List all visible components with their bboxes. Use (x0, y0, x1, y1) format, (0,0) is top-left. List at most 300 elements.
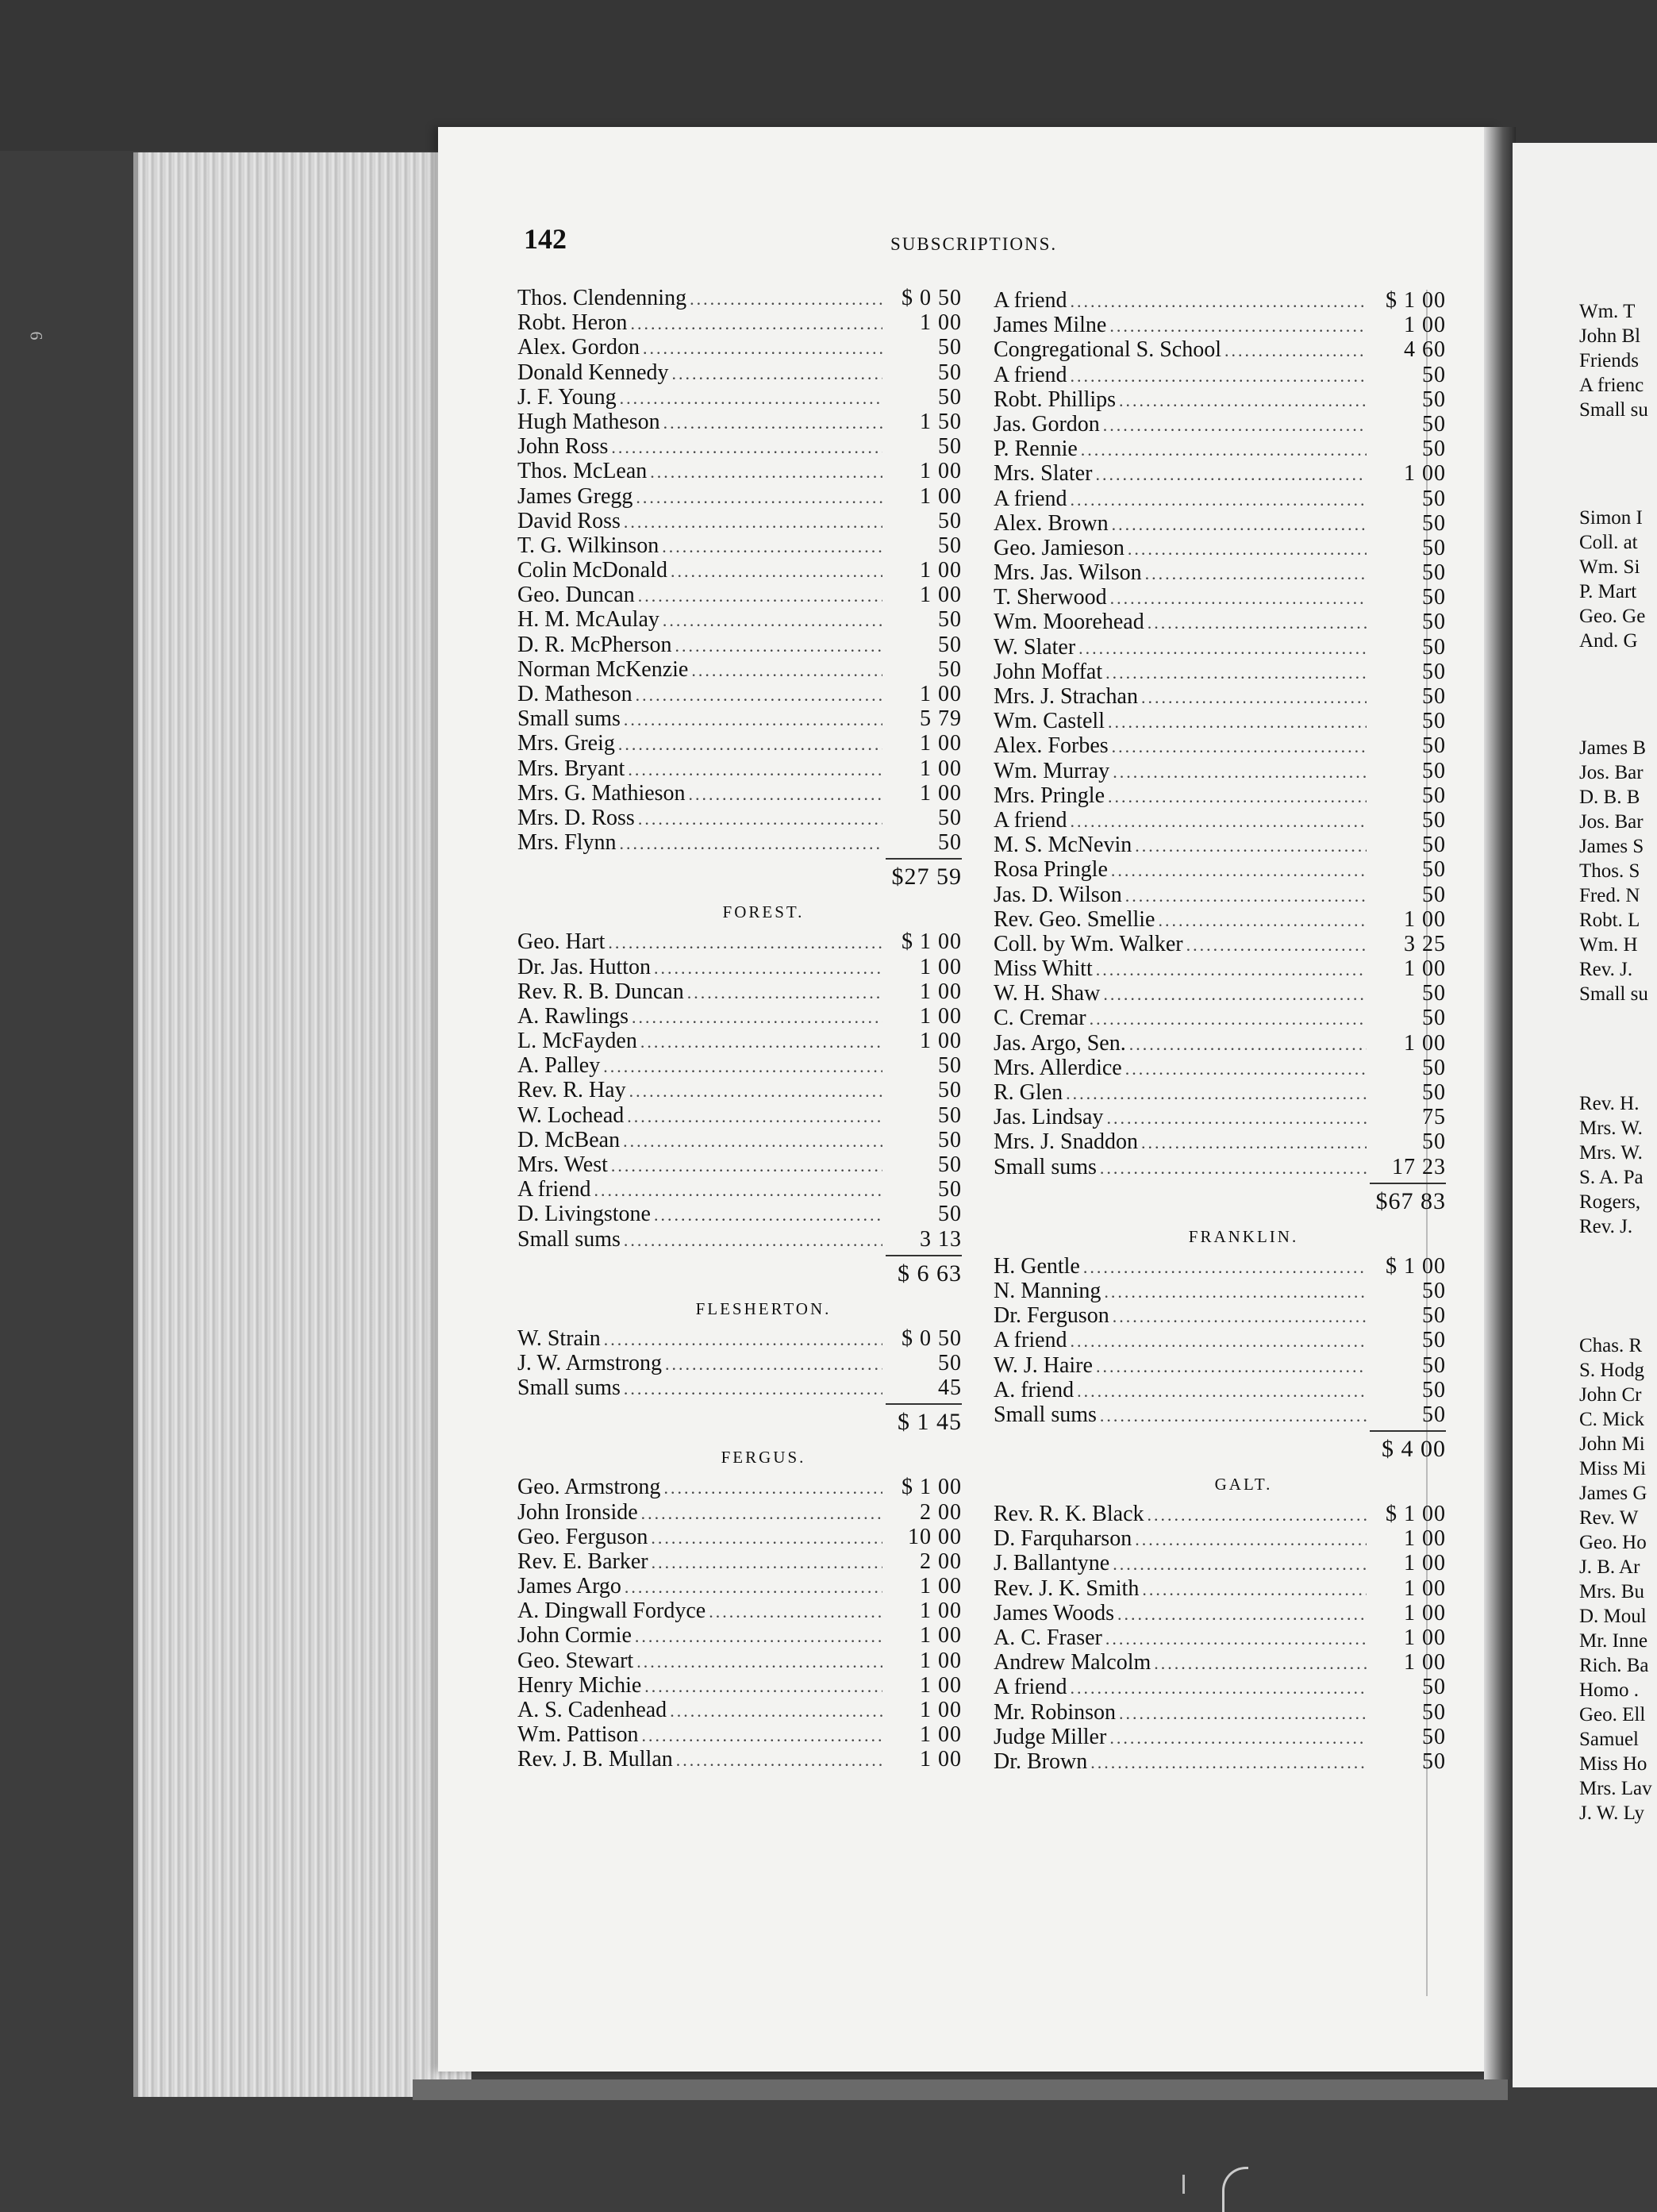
subscription-entry (994, 833, 1446, 857)
subscriber-name: A friend (994, 1675, 1067, 1700)
facing-page-line: Rogers, (1579, 1191, 1641, 1213)
subscriber-name: Alex. Gordon (517, 335, 640, 360)
leader-dots (608, 930, 882, 954)
subscription-amount: 50 (1422, 1006, 1446, 1031)
subscription-amount: 50 (1422, 535, 1446, 560)
facing-page-line: Wm. H (1579, 934, 1638, 956)
subscriber-name: A. Palley (517, 1053, 601, 1079)
subscription-amount: 50 (1422, 1724, 1446, 1749)
leader-dots (1112, 734, 1367, 758)
subscriber-name: T. G. Wilkinson (517, 533, 659, 558)
facing-page-line: Jos. Bar (1579, 811, 1644, 833)
subscriber-name: Jas. Argo, Sen. (994, 1030, 1126, 1056)
facing-page-line: Geo. Ge (1579, 606, 1646, 627)
subscription-amount: 1 00 (920, 1672, 962, 1698)
subscription-amount: 1 00 (1404, 1600, 1446, 1625)
facing-page-line: S. Hodg (1579, 1360, 1644, 1381)
subscription-amount: 50 (1422, 387, 1446, 412)
leader-dots (1142, 1577, 1367, 1601)
subscriber-name: James Milne (994, 313, 1107, 338)
subscription-entry (994, 1353, 1446, 1378)
leader-dots (689, 782, 882, 806)
subscriber-name: Robt. Phillips (994, 387, 1117, 412)
subscriber-name: A. friend (994, 1377, 1075, 1402)
section-heading-franklin: FRANKLIN. (1188, 1226, 1299, 1246)
subscriber-name: Dr. Brown (994, 1748, 1088, 1774)
leader-dots (663, 410, 882, 434)
subscription-entry (517, 385, 962, 410)
facing-page-line: Jos. Bar (1579, 762, 1644, 783)
subscriber-name: Rev. J. B. Mullan (517, 1747, 673, 1772)
facing-page-line: Rev. J. (1579, 959, 1633, 980)
subscription-entry (517, 484, 962, 509)
subscription-amount: 1 00 (920, 1003, 962, 1029)
subscriber-name: D. McBean (517, 1127, 621, 1152)
facing-group-5 (1579, 1333, 1652, 1825)
opening-list (517, 286, 962, 855)
leader-dots (1096, 957, 1367, 981)
subscription-entry (994, 1502, 1446, 1526)
leader-dots (676, 1748, 882, 1772)
leader-dots (1145, 561, 1367, 585)
opening-total: $27 59 (517, 855, 962, 894)
subscriber-name: Geo. Jamieson (994, 535, 1125, 560)
subscription-entry (994, 1576, 1446, 1601)
subscriber-name: W. J. Haire (994, 1352, 1093, 1378)
subscription-entry (994, 1725, 1446, 1749)
leader-dots (624, 1376, 882, 1400)
subscription-entry (517, 731, 962, 756)
subscriber-name: H. Gentle (994, 1253, 1080, 1279)
subscriber-name: Miss Whitt (994, 956, 1093, 982)
facing-page-line: J. B. Ar (1579, 1556, 1640, 1578)
subscriber-name: T. Sherwood (994, 585, 1107, 610)
subscriber-name: Small sums (517, 1375, 621, 1401)
leader-dots (636, 485, 882, 509)
facing-page-line: John Mi (1579, 1433, 1645, 1455)
leader-dots (709, 1599, 882, 1623)
subscription-amount: 50 (938, 1053, 962, 1079)
subscription-entry (994, 610, 1446, 634)
subscription-amount: 1 00 (920, 756, 962, 781)
leader-dots (618, 732, 882, 756)
continued-list (994, 288, 1446, 1179)
subscriber-name: J. Ballantyne (994, 1551, 1110, 1576)
subscription-amount: 45 (938, 1375, 962, 1401)
leader-dots (1112, 512, 1367, 536)
leader-dots (1148, 1502, 1367, 1526)
subscription-amount: 1 00 (920, 483, 962, 509)
subscription-entry (994, 1080, 1446, 1105)
leader-dots (1141, 685, 1367, 709)
leader-dots (643, 336, 882, 360)
subscription-entry (517, 830, 962, 855)
subscription-amount: $ 1 00 (902, 929, 962, 955)
subscription-entry (994, 487, 1446, 511)
subscription-amount: 50 (938, 508, 962, 533)
subscriber-name: Mrs. Slater (994, 461, 1093, 487)
leader-dots (1119, 1701, 1367, 1725)
subscription-amount: 50 (938, 335, 962, 360)
subscription-entry (517, 1598, 962, 1623)
facing-page-line: C. Mick (1579, 1409, 1644, 1430)
subscription-amount: 50 (1422, 733, 1446, 759)
subscription-entry (994, 1254, 1446, 1279)
subscription-entry (994, 1402, 1446, 1427)
subscriber-name: Mrs. D. Ross (517, 805, 635, 830)
leader-dots (1066, 1081, 1367, 1105)
subscription-amount: 50 (1422, 783, 1446, 808)
subscription-entry (994, 1551, 1446, 1575)
subscriber-name: Rev. R. Hay (517, 1078, 626, 1103)
leader-dots (636, 1649, 882, 1673)
subscription-entry (994, 560, 1446, 585)
leader-dots (624, 510, 882, 533)
facing-page-line: James S (1579, 836, 1644, 857)
subscriber-name: Mrs. Allerdice (994, 1055, 1122, 1080)
leader-dots (640, 1029, 882, 1053)
leader-dots (650, 460, 882, 483)
subscription-entry (517, 459, 962, 483)
subscription-amount: 1 00 (1404, 956, 1446, 982)
subscription-amount: 1 00 (920, 459, 962, 484)
facing-group-4 (1579, 1091, 1644, 1239)
subscriber-name: James Woods (994, 1600, 1115, 1625)
subscription-entry (994, 684, 1446, 709)
facing-page-line: Homo . (1579, 1679, 1639, 1701)
subscription-amount: 50 (1422, 1278, 1446, 1303)
subscriber-name: Rev. R. B. Duncan (517, 979, 684, 1004)
subscription-entry (994, 1105, 1446, 1129)
subscription-amount: 50 (1422, 411, 1446, 437)
subscriber-name: D. R. McPherson (517, 632, 672, 657)
facing-page-line: Coll. at (1579, 532, 1638, 553)
fergus-list (517, 1475, 962, 1772)
subscription-entry (517, 1525, 962, 1549)
leader-dots (641, 1723, 882, 1747)
subscription-amount: 50 (938, 1127, 962, 1152)
subscriber-name: D. Farquharson (994, 1526, 1132, 1552)
subscriber-name: Rosa Pringle (994, 857, 1108, 883)
subscriber-name: Jas. Lindsay (994, 1105, 1104, 1130)
subscription-amount: 50 (1422, 585, 1446, 610)
subscription-entry (994, 585, 1446, 610)
subscription-entry (517, 1078, 962, 1102)
subscription-amount: 1 00 (1404, 1551, 1446, 1576)
subscriber-name: D. Livingstone (517, 1202, 651, 1227)
subscriber-name: Rev. R. K. Black (994, 1502, 1144, 1527)
subscription-amount: 50 (938, 1152, 962, 1177)
subscriber-name: Mrs. J. Strachan (994, 684, 1138, 709)
subscription-entry (994, 1031, 1446, 1056)
leader-dots (654, 1202, 882, 1226)
forest-total: $ 6 63 (517, 1252, 962, 1291)
subscription-entry (994, 1749, 1446, 1774)
subscription-entry (994, 808, 1446, 833)
subscription-entry (994, 313, 1446, 337)
subscriber-name: Wm. Castell (994, 709, 1105, 734)
book-gutter (1484, 127, 1516, 2079)
subscription-entry (994, 1700, 1446, 1725)
subscriber-name: Colin McDonald (517, 558, 667, 583)
subscription-amount: 50 (1422, 857, 1446, 883)
facing-page-line: Miss Mi (1579, 1458, 1647, 1479)
right-column (994, 288, 1446, 1774)
subscriber-name: Geo. Duncan (517, 583, 635, 608)
leader-dots (1071, 1675, 1367, 1699)
subscription-entry (994, 437, 1446, 461)
leader-dots (1113, 1552, 1367, 1575)
leader-dots (1125, 1056, 1367, 1080)
subscriber-name: Rev. E. Barker (517, 1548, 648, 1574)
subscription-entry (517, 1747, 962, 1772)
subscription-amount: 50 (1422, 659, 1446, 684)
leader-dots (1109, 314, 1367, 337)
subscriber-name: A. Dingwall Fordyce (517, 1598, 706, 1624)
leader-dots (1108, 710, 1367, 733)
leader-dots (1148, 610, 1367, 634)
subscription-amount: 50 (1422, 1377, 1446, 1402)
facing-page-line: Wm. T (1579, 301, 1636, 322)
leader-dots (1117, 1602, 1367, 1625)
subscriber-name: Dr. Jas. Hutton (517, 954, 651, 979)
subscription-entry (517, 1623, 962, 1648)
facing-page-line: Geo. Ell (1579, 1704, 1646, 1725)
facing-page-line: P. Mart (1579, 581, 1637, 602)
subscription-amount: 1 00 (920, 1722, 962, 1748)
subscription-entry (994, 1279, 1446, 1303)
subscriber-name: M. S. McNevin (994, 833, 1132, 858)
leader-dots (604, 1327, 882, 1351)
leader-dots (662, 534, 882, 558)
subscription-entry (994, 412, 1446, 437)
subscription-entry (994, 288, 1446, 313)
subscription-entry (517, 509, 962, 533)
facing-page-line: Mrs. W. (1579, 1142, 1643, 1164)
leader-dots (1103, 982, 1367, 1006)
facing-page-line: Samuel (1579, 1729, 1639, 1750)
subscriber-name: James Argo (517, 1574, 621, 1599)
subscription-amount: 1 00 (1404, 1650, 1446, 1675)
subscription-amount: $ 0 50 (902, 286, 962, 310)
subscription-amount: 50 (938, 1078, 962, 1103)
subscriber-name: Robt. Heron (517, 310, 628, 336)
subscription-amount: 3 13 (920, 1226, 962, 1252)
subscriber-name: Mrs. Greig (517, 731, 615, 756)
leader-dots (663, 608, 882, 632)
subscription-amount: 1 00 (920, 780, 962, 806)
leader-dots (691, 658, 882, 682)
leader-dots (629, 1079, 882, 1102)
facing-group-1 (1579, 299, 1648, 422)
subscriber-name: A friend (517, 1177, 591, 1202)
leader-dots (636, 683, 882, 706)
facing-page-line: A frienc (1579, 375, 1644, 396)
subscription-entry (517, 1351, 962, 1375)
leader-dots (1100, 1156, 1367, 1179)
leader-dots (611, 1153, 882, 1177)
subscription-amount: 50 (1422, 1748, 1446, 1774)
subscription-entry (517, 607, 962, 632)
subscription-amount: 50 (938, 656, 962, 682)
subscriber-name: Geo. Ferguson (517, 1524, 648, 1549)
leader-dots (1158, 908, 1367, 932)
subscription-entry (517, 310, 962, 335)
subscription-amount: 50 (1422, 709, 1446, 734)
subscription-entry (994, 387, 1446, 412)
facing-page-line: Geo. Ho (1579, 1532, 1647, 1553)
subscription-amount: 1 50 (920, 409, 962, 434)
leader-dots (611, 435, 882, 459)
subscription-entry (994, 635, 1446, 660)
subscription-entry (994, 1129, 1446, 1154)
leader-dots (1125, 883, 1367, 907)
subscriber-name: A. C. Fraser (994, 1625, 1102, 1650)
subscriber-name: David Ross (517, 508, 621, 533)
leader-dots (675, 633, 882, 657)
subscriber-name: L. McFayden (517, 1029, 637, 1054)
leader-dots (1071, 1329, 1367, 1352)
subscription-amount: 50 (1422, 1699, 1446, 1725)
facing-page-fragment (1513, 143, 1657, 2087)
subscription-entry (994, 1056, 1446, 1080)
subscription-entry (994, 1155, 1446, 1179)
subscription-entry (517, 558, 962, 583)
subscription-amount: 50 (938, 632, 962, 657)
leader-dots (638, 583, 882, 607)
leader-dots (1154, 1651, 1367, 1675)
leader-dots (1071, 809, 1367, 833)
subscription-entry (994, 1675, 1446, 1699)
subscription-entry (517, 335, 962, 360)
subscription-entry (517, 1326, 962, 1351)
franklin-list (994, 1254, 1446, 1427)
leader-dots (1100, 1403, 1367, 1427)
leader-dots (1110, 586, 1367, 610)
subscription-amount: 50 (1422, 437, 1446, 462)
subscription-amount: 50 (1422, 807, 1446, 833)
subscription-amount: 1 00 (920, 1648, 962, 1673)
subscription-amount: 50 (1422, 510, 1446, 536)
subscription-entry (517, 1574, 962, 1598)
subscription-entry (517, 286, 962, 310)
subscription-amount: 1 00 (920, 1698, 962, 1722)
subscription-amount: 1 00 (920, 979, 962, 1004)
leader-dots (644, 1674, 882, 1698)
subscription-amount: 75 (1422, 1105, 1446, 1130)
subscriber-name: R. Glen (994, 1080, 1063, 1105)
subscriber-name: Mr. Robinson (994, 1699, 1117, 1725)
subscriber-name: John Cormie (517, 1623, 632, 1648)
facing-group-2 (1579, 506, 1645, 653)
leader-dots (690, 287, 882, 310)
leader-dots (623, 1129, 882, 1152)
subscription-entry (994, 857, 1446, 882)
subscriber-name: John Ironside (517, 1499, 638, 1525)
subscription-entry (517, 434, 962, 459)
subscriber-name: Geo. Armstrong (517, 1475, 661, 1500)
galt-list (994, 1502, 1446, 1774)
subscription-entry (994, 337, 1446, 362)
subscription-amount: 50 (1422, 1352, 1446, 1378)
subscription-amount: 1 00 (920, 731, 962, 756)
subscription-entry (517, 979, 962, 1004)
subscriber-name: John Moffat (994, 659, 1103, 684)
leader-dots (665, 1352, 882, 1375)
facing-page-line: Mrs. W. (1579, 1118, 1643, 1139)
subscription-amount: 1 00 (920, 1574, 962, 1599)
subscriber-name: Congregational S. School (994, 337, 1221, 363)
leader-dots (627, 1104, 882, 1128)
facing-page-line: J. W. Ly (1579, 1802, 1644, 1824)
subscription-entry (994, 932, 1446, 956)
subscriber-name: Wm. Pattison (517, 1722, 639, 1748)
scan-smudge (1182, 2175, 1185, 2194)
facing-page-line: And. G (1579, 630, 1638, 652)
facing-page-line: Rev. W (1579, 1507, 1639, 1529)
flesherton-total: $ 1 45 (517, 1400, 962, 1440)
subscriber-name: Wm. Moorehead (994, 610, 1144, 635)
subscription-amount: 50 (1422, 758, 1446, 783)
subscription-amount: 1 00 (1404, 1030, 1446, 1056)
subscriber-name: A. S. Cadenhead (517, 1698, 667, 1722)
subscriber-name: A friend (994, 288, 1067, 313)
facing-page-line: Mrs. Lav (1579, 1778, 1652, 1799)
leader-dots (1077, 1379, 1367, 1402)
subscription-entry (517, 1053, 962, 1078)
subscription-amount: 50 (1422, 1129, 1446, 1155)
leader-dots (632, 1005, 882, 1029)
subscription-entry (994, 1303, 1446, 1328)
subscription-amount: 17 23 (1392, 1154, 1446, 1179)
subscription-amount: 1 00 (920, 1598, 962, 1624)
leader-dots (1186, 933, 1367, 956)
subscriber-name: Norman McKenzie (517, 656, 689, 682)
leader-dots (1141, 1130, 1367, 1154)
leader-dots (628, 757, 882, 781)
leader-dots (652, 1550, 882, 1574)
subscription-amount: 50 (1422, 560, 1446, 586)
subscription-amount: 1 00 (920, 1623, 962, 1648)
subscription-amount: 50 (1422, 1402, 1446, 1427)
subscriber-name: Wm. Murray (994, 758, 1110, 783)
subscriber-name: Geo. Stewart (517, 1648, 634, 1673)
leader-dots (1224, 338, 1367, 362)
leader-dots (1090, 1006, 1367, 1030)
subscription-entry (994, 660, 1446, 684)
leader-dots (1083, 1255, 1367, 1279)
subscriber-name: Thos. McLean (517, 459, 648, 484)
subscription-amount: 50 (938, 360, 962, 385)
subscription-amount: 1 00 (920, 1747, 962, 1772)
facing-page-line: D. Moul (1579, 1606, 1647, 1627)
subscriber-name: James Gregg (517, 483, 633, 509)
leader-dots (1095, 462, 1367, 486)
facing-page-line: Mrs. Bu (1579, 1581, 1644, 1602)
subscription-amount: 50 (1422, 1080, 1446, 1105)
leader-dots (651, 1525, 882, 1549)
subscriber-name: Small sums (994, 1154, 1097, 1179)
subscription-entry (517, 781, 962, 806)
subscriber-name: Mrs. West (517, 1152, 608, 1177)
subscription-entry (517, 1152, 962, 1177)
leader-dots (1105, 1626, 1367, 1650)
flesherton-list (517, 1326, 962, 1401)
leader-dots (1090, 1750, 1367, 1774)
subscription-amount: 50 (938, 805, 962, 830)
subscription-amount: 50 (938, 533, 962, 558)
subscription-entry (994, 1625, 1446, 1650)
